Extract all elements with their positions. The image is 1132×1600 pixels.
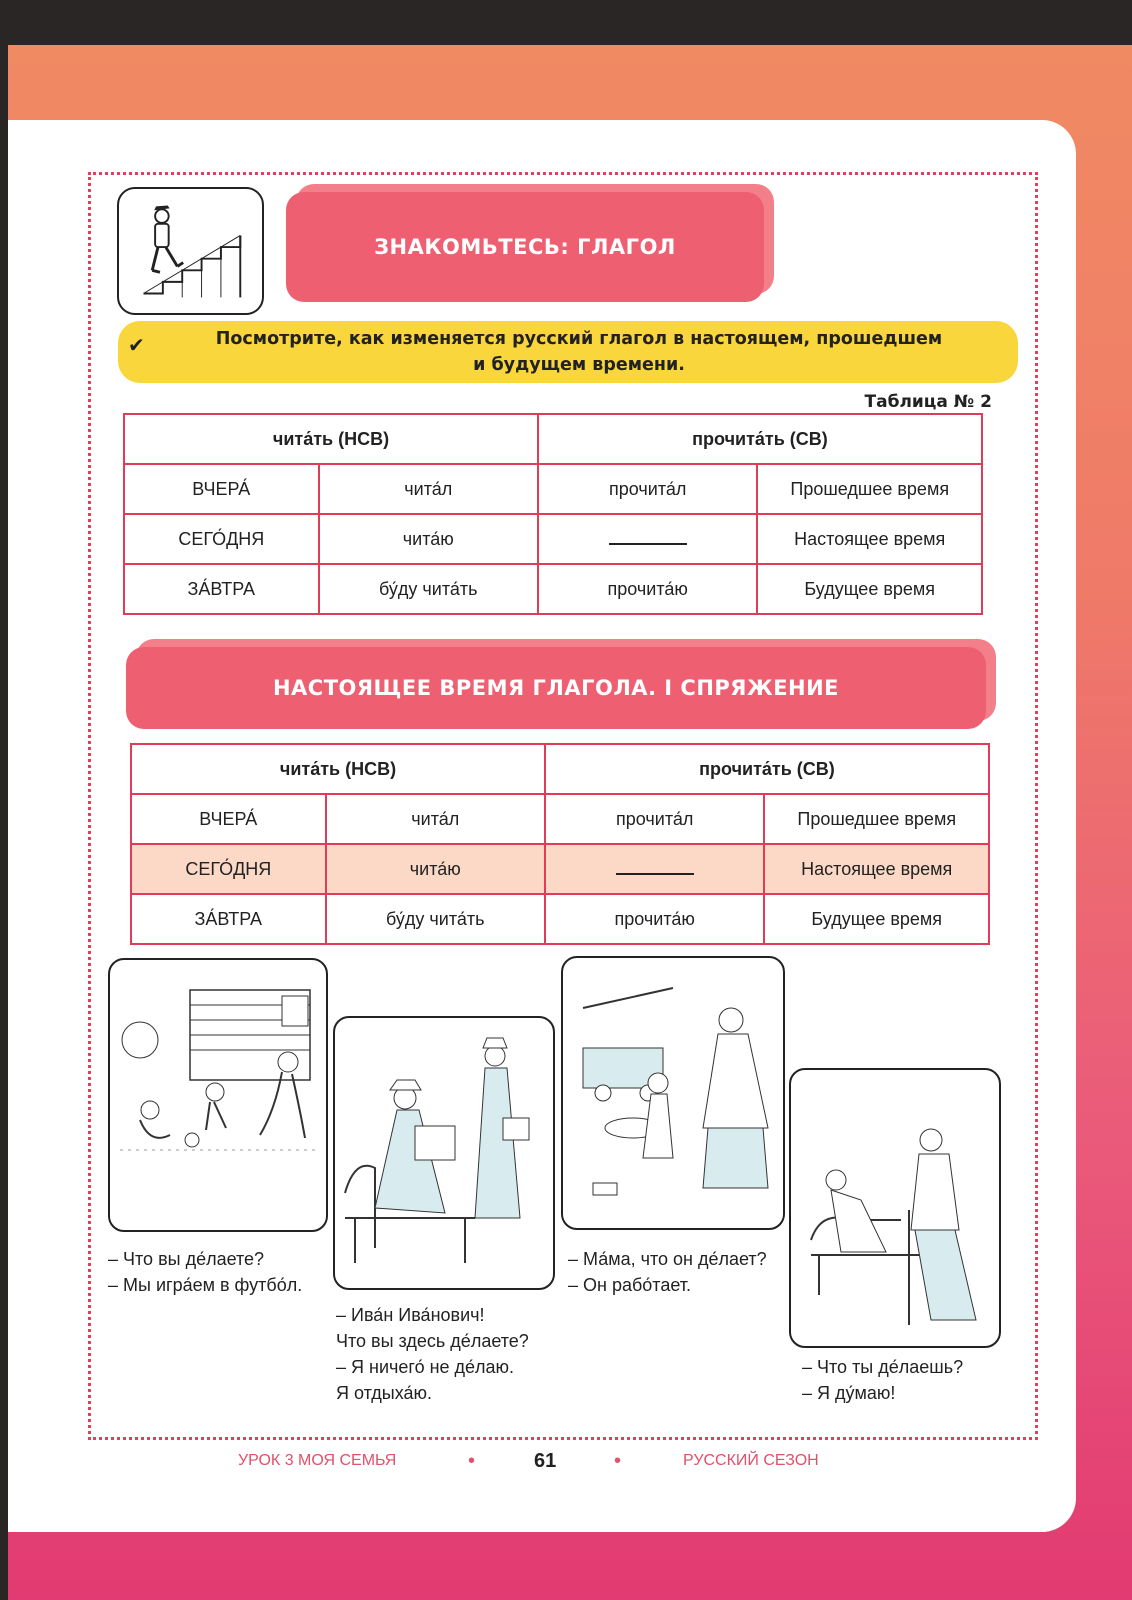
table-head-sv: прочита́ть (СВ) [538, 414, 982, 464]
instruction-box [118, 321, 1018, 383]
table-head-nsv: чита́ть (НСВ) [124, 414, 538, 464]
verb-table-1 [123, 413, 983, 615]
blank-line [616, 863, 694, 875]
cell-tense-name: Настоящее время [757, 514, 982, 564]
cell-sv-form: прочита́ю [545, 894, 764, 944]
stairs-illustration-icon [117, 187, 264, 315]
page-number: 61 [534, 1450, 557, 1472]
illustration-kids-football [108, 958, 328, 1232]
table-row [131, 794, 989, 844]
cell-nsv-form: чита́ю [319, 514, 538, 564]
cell-tense-name: Будущее время [757, 564, 982, 614]
footer-dot: • [468, 1450, 476, 1472]
table-row [124, 514, 982, 564]
table-row [124, 464, 982, 514]
cell-nsv-form: чита́ю [326, 844, 545, 894]
cell-sv-form: прочита́ю [538, 564, 757, 614]
table-row-highlighted [131, 844, 989, 894]
table-row [131, 894, 989, 944]
dialog-bench: – Ива́н Ива́нович! Что вы здесь де́лаете? – Я ничего́ не де́лаю. Я отдыха́ю. [336, 1305, 529, 1403]
cell-time-word: ВЧЕРА́ [124, 464, 319, 514]
illustration-mother-and-son [561, 956, 785, 1230]
dialog-mother: – Ма́ма, что он де́лает? – Он рабо́тает. [568, 1249, 767, 1295]
cell-nsv-form: чита́л [319, 464, 538, 514]
cell-sv-form-blank [538, 514, 757, 564]
cell-nsv-form: бу́ду чита́ть [326, 894, 545, 944]
checkmark-icon: ✔ [128, 333, 145, 357]
cell-time-word: ЗА́ВТРА [131, 894, 326, 944]
illustration-man-on-bench [333, 1016, 555, 1290]
cell-nsv-form: чита́л [326, 794, 545, 844]
cell-sv-form-blank [545, 844, 764, 894]
banner-title [286, 192, 764, 302]
illustration-boy-and-old-man [789, 1068, 1001, 1348]
dialog-football: – Что вы де́лаете? – Мы игра́ем в футбо́л. [108, 1249, 303, 1295]
footer-lesson: УРОК 3 МОЯ СЕМЬЯ [238, 1452, 397, 1469]
table-head-nsv: чита́ть (НСВ) [131, 744, 545, 794]
cell-time-word: ВЧЕРА́ [131, 794, 326, 844]
footer-book-title: РУССКИЙ СЕЗОН [683, 1452, 819, 1469]
section-banner [126, 647, 986, 729]
cell-nsv-form: бу́ду чита́ть [319, 564, 538, 614]
cell-time-word: СЕГО́ДНЯ [124, 514, 319, 564]
cell-sv-form: прочита́л [538, 464, 757, 514]
cell-sv-form: прочита́л [545, 794, 764, 844]
verb-table-2 [130, 743, 990, 945]
footer-dot: • [614, 1450, 622, 1472]
cell-time-word: ЗА́ВТРА [124, 564, 319, 614]
cell-tense-name: Будущее время [764, 894, 989, 944]
dialog-thinking: – Что ты де́лаешь? – Я ду́маю! [802, 1357, 964, 1403]
cell-time-word: СЕГО́ДНЯ [131, 844, 326, 894]
blank-line [609, 533, 687, 545]
banner-title-text: ЗНАКОМЬТЕСЬ: ГЛАГОЛ [374, 235, 676, 259]
cell-tense-name: Прошедшее время [757, 464, 982, 514]
cell-tense-name: Прошедшее время [764, 794, 989, 844]
table-row [124, 564, 982, 614]
page-footer [0, 1450, 1068, 1480]
instruction-text: Посмотрите, как изменяется русский глагол в настоящем, прошедшем и будущем времени. [215, 329, 943, 375]
table-caption: Таблица № 2 [864, 392, 992, 412]
section-banner-text: НАСТОЯЩЕЕ ВРЕМЯ ГЛАГОЛА. I СПРЯЖЕНИЕ [272, 676, 840, 700]
table-head-sv: прочита́ть (СВ) [545, 744, 989, 794]
cell-tense-name: Настоящее время [764, 844, 989, 894]
